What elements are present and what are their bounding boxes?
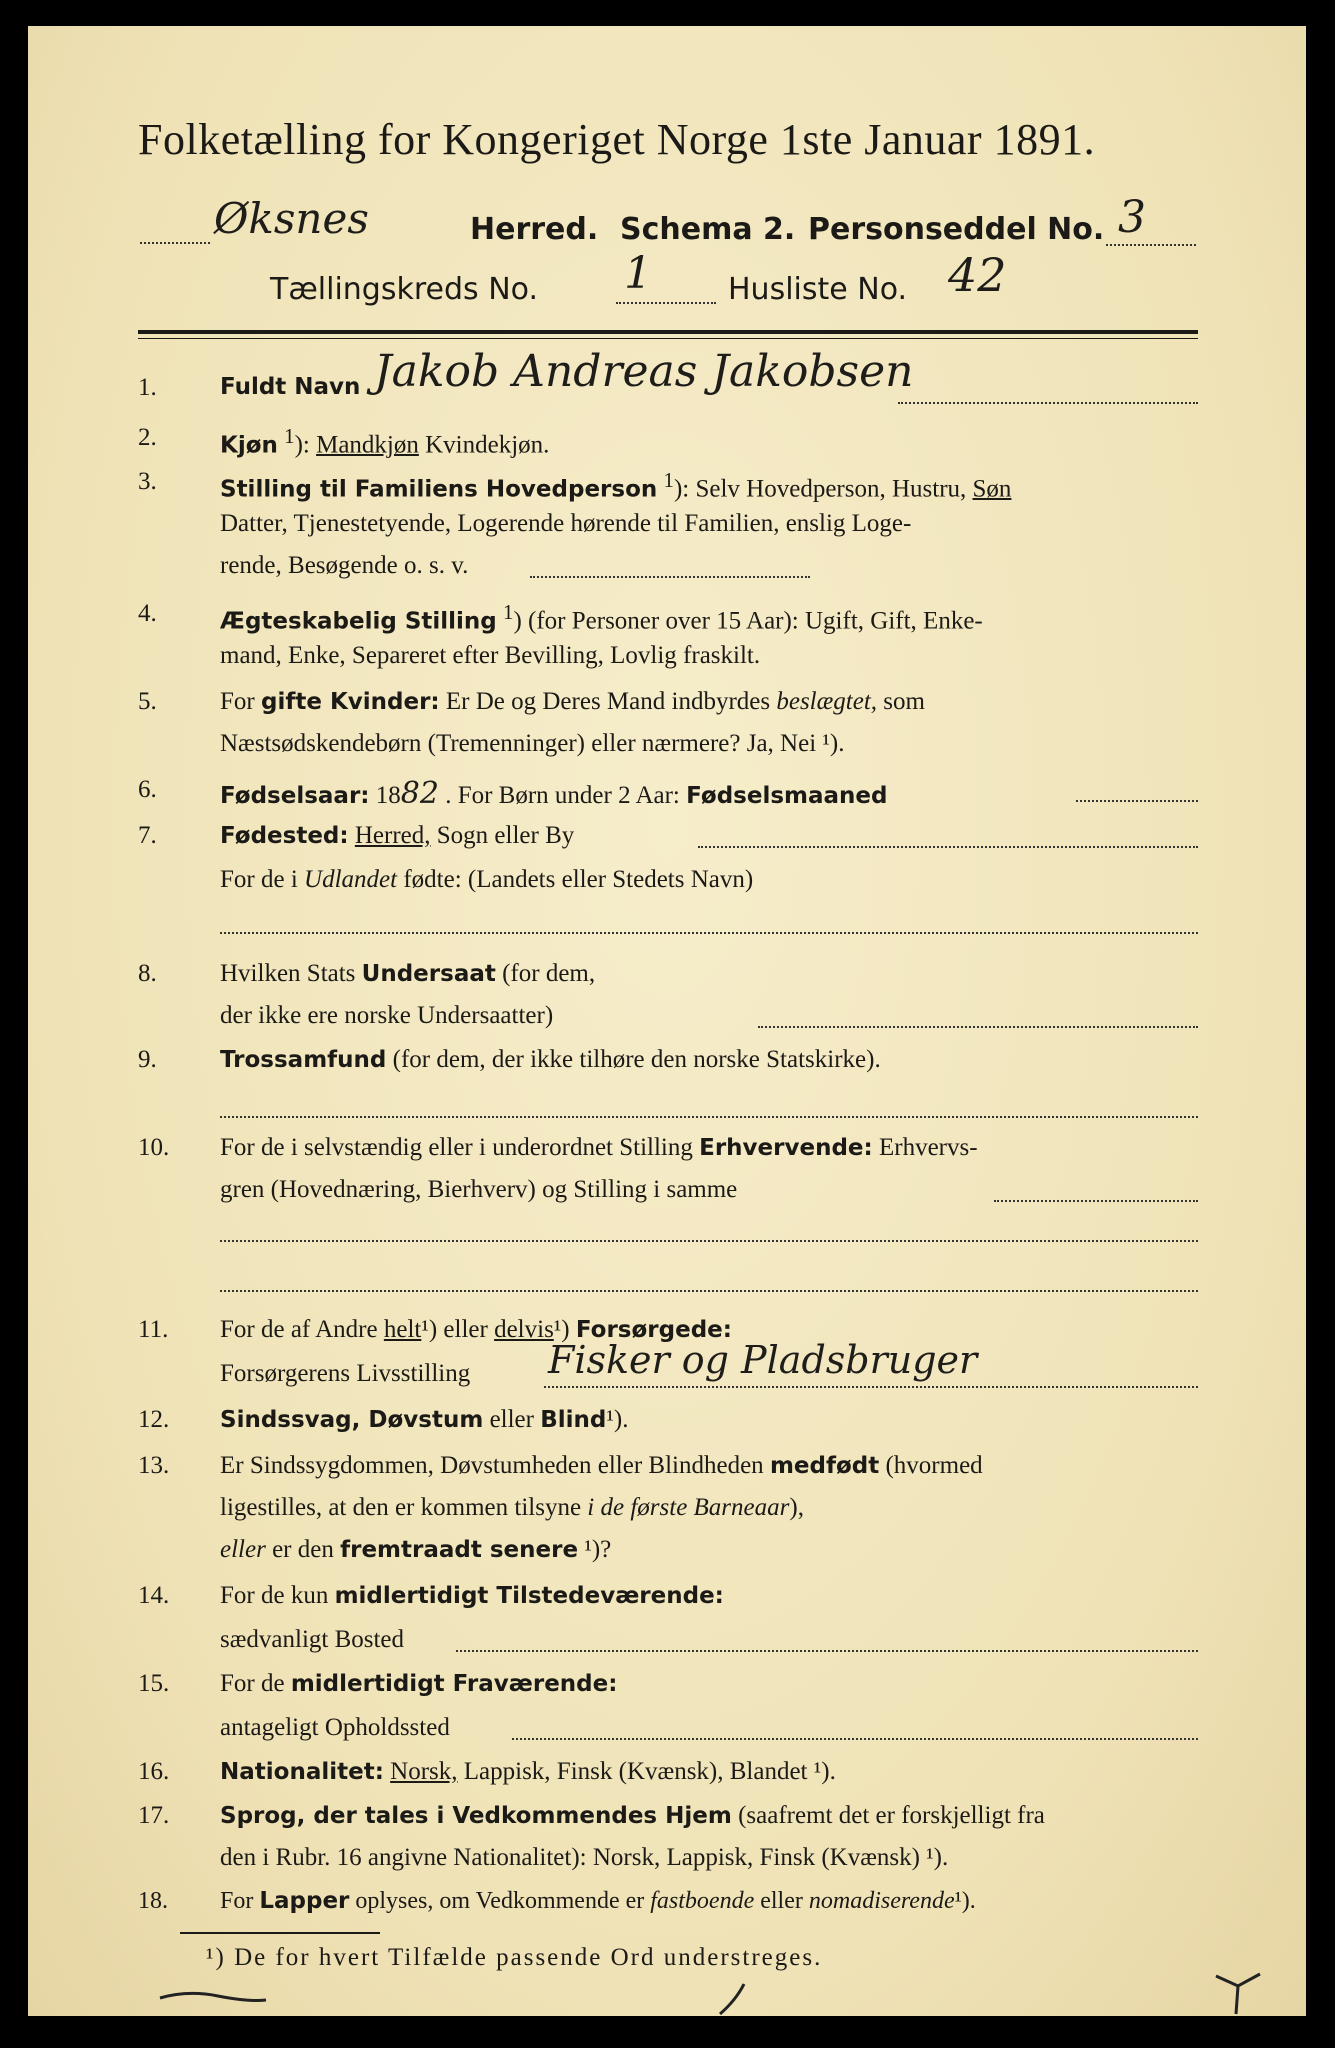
item-label: Kjøn bbox=[220, 432, 278, 459]
text: For bbox=[220, 688, 255, 715]
item-label: Sprog, der tales i Vedkommendes Hjem bbox=[220, 1803, 732, 1829]
dotted-line bbox=[898, 402, 1198, 404]
item-number: 6. bbox=[138, 776, 157, 803]
text: nomadiserende bbox=[808, 1888, 955, 1914]
dotted-line bbox=[220, 1290, 1198, 1292]
item-label: Stilling til Familiens Hovedperson bbox=[220, 476, 658, 503]
item-text bbox=[220, 1582, 724, 1610]
name-value: Jakob Andreas Jakobsen bbox=[374, 346, 914, 397]
text: (for dem, der ikke tilhøre den norske Statskirke). bbox=[392, 1046, 881, 1073]
item-text: Forsørgerens Livsstilling bbox=[220, 1360, 471, 1387]
item-label: Trossamfund bbox=[220, 1047, 387, 1073]
dotted-line bbox=[456, 1650, 1198, 1652]
item-label: Fødselsaar: bbox=[220, 783, 370, 809]
item-text bbox=[220, 1494, 804, 1522]
dotted-line bbox=[530, 576, 810, 578]
pen-mark bbox=[158, 1986, 268, 2006]
item-text bbox=[220, 1134, 978, 1162]
dotted-line bbox=[544, 1386, 1198, 1388]
item-label: Sindssvag, Døvstum bbox=[220, 1407, 484, 1433]
text: (hvormed bbox=[885, 1452, 983, 1479]
text: ligestilles, at den er kommen tilsyne bbox=[220, 1494, 582, 1521]
item-label: Fødselsmaaned bbox=[686, 783, 888, 809]
item-number: 17. bbox=[138, 1802, 170, 1829]
dotted-line bbox=[1106, 244, 1196, 246]
pen-mark bbox=[1214, 1972, 1264, 2016]
item-number: 14. bbox=[138, 1582, 170, 1609]
item-label: Fuldt Navn bbox=[220, 374, 361, 400]
text: oplyses, om Vedkommende er bbox=[355, 1888, 645, 1914]
item-number: 15. bbox=[138, 1670, 170, 1697]
dotted-line bbox=[1076, 800, 1198, 802]
text: ¹) eller bbox=[421, 1316, 488, 1343]
item-text bbox=[220, 688, 925, 716]
text: eller bbox=[760, 1888, 803, 1914]
item-label: Blind bbox=[540, 1407, 607, 1433]
text: eller bbox=[489, 1406, 534, 1433]
item-label: Undersaat bbox=[361, 961, 496, 987]
item-label: gifte Kvinder: bbox=[260, 689, 440, 715]
item-text bbox=[220, 822, 574, 850]
personseddel-value: 3 bbox=[1118, 192, 1146, 243]
item-number: 12. bbox=[138, 1406, 170, 1433]
item-number: 18. bbox=[138, 1888, 168, 1914]
item-text bbox=[220, 1536, 611, 1564]
text: ), bbox=[789, 1494, 804, 1521]
text: For de af Andre bbox=[220, 1316, 378, 1343]
text: ¹). bbox=[606, 1406, 629, 1433]
item-label: Fødested: bbox=[220, 823, 349, 849]
text: For de i bbox=[220, 866, 298, 893]
text: Er Sindssygdommen, Døvstumheden eller Blindheden bbox=[220, 1452, 764, 1479]
options-text: Selv Hovedperson, Hustru, bbox=[695, 475, 967, 503]
dotted-line bbox=[220, 1116, 1198, 1118]
item-text bbox=[220, 866, 753, 894]
option-helt: helt bbox=[383, 1316, 422, 1343]
item-text bbox=[220, 1888, 976, 1915]
dotted-line bbox=[758, 1026, 1198, 1028]
item-number: 8. bbox=[138, 960, 157, 987]
item-label: medfødt bbox=[769, 1453, 880, 1479]
text: er den bbox=[272, 1536, 334, 1563]
dotted-line bbox=[698, 846, 1198, 848]
dotted-line bbox=[220, 932, 1198, 934]
text: Sogn eller By bbox=[436, 822, 575, 849]
item-text bbox=[220, 1046, 881, 1074]
item-number: 10. bbox=[138, 1134, 170, 1161]
dotted-line bbox=[512, 1738, 1198, 1740]
item-number: 7. bbox=[138, 822, 157, 849]
option-norsk: Norsk, bbox=[390, 1758, 458, 1785]
option-delvis: delvis bbox=[494, 1316, 554, 1343]
item-text bbox=[220, 960, 595, 988]
option-kvindekjon: Kvindekjøn. bbox=[425, 431, 550, 459]
text: eller bbox=[220, 1536, 266, 1563]
item-text: gren (Hovednæring, Bierhverv) og Stilling i samme bbox=[220, 1176, 738, 1203]
text: (for dem, bbox=[502, 960, 596, 987]
item-text: Næstsødskendebørn (Tremenninger) eller nærmere? Ja, Nei ¹). bbox=[220, 730, 845, 757]
text: ¹). bbox=[954, 1888, 976, 1914]
footnote-rule bbox=[180, 1932, 380, 1934]
item-text: mand, Enke, Separeret efter Bevilling, Lovlig fraskilt. bbox=[220, 642, 761, 669]
item-text: den i Rubr. 16 angivne Nationalitet): Norsk, Lappisk, Finsk (Kvænsk) ¹). bbox=[220, 1844, 949, 1871]
dotted-line bbox=[994, 1200, 1198, 1202]
header-rule bbox=[138, 330, 1198, 334]
text: fødte: (Landets eller Stedets Navn) bbox=[403, 866, 754, 893]
footnote-ref: 1 bbox=[503, 600, 514, 624]
item-number: 3. bbox=[138, 468, 157, 495]
item-number: 2. bbox=[138, 424, 157, 451]
item-text: Fødselsaar: 1882 . For Børn under 2 Aar: Fødselsmaaned bbox=[220, 776, 888, 811]
item-label: Erhvervende: bbox=[699, 1135, 873, 1161]
item-number: 11. bbox=[138, 1316, 169, 1343]
item-text bbox=[220, 1802, 1045, 1830]
item-text-body: (for Personer over 15 Aar): Ugift, Gift, Enke- bbox=[528, 607, 983, 635]
item-text: Kjøn $^1$): Mandkjøn Kvindekjøn. bbox=[220, 424, 550, 459]
footnote-ref: 1 bbox=[663, 468, 674, 492]
item-number: 4. bbox=[138, 600, 157, 627]
item-text: Datter, Tjenestetyende, Logerende hørende til Familien, enslig Loge- bbox=[220, 510, 912, 537]
text: ¹) bbox=[553, 1316, 570, 1343]
item-text: der ikke ere norske Undersaatter) bbox=[220, 1002, 554, 1029]
item-label: midlertidigt Fraværende: bbox=[290, 1671, 618, 1697]
text: For Børn under 2 Aar: bbox=[457, 782, 680, 809]
kreds-value: 1 bbox=[624, 248, 652, 299]
kreds-label: Tællingskreds No. bbox=[270, 272, 538, 307]
text: (saafremt det er forskjelligt fra bbox=[738, 1802, 1045, 1829]
option-son: Søn bbox=[972, 475, 1012, 503]
item-text: Ægteskabelig Stilling $^1$) (for Personer over 15 Aar): Ugift, Gift, Enke- bbox=[220, 600, 983, 635]
husliste-label: Husliste No. bbox=[728, 272, 908, 307]
option-mandkjon: Mandkjøn bbox=[316, 431, 419, 459]
husliste-value: 42 bbox=[948, 248, 1007, 302]
dotted-line bbox=[140, 242, 210, 244]
schema-label: Schema 2. bbox=[620, 212, 796, 247]
text: Udlandet bbox=[304, 866, 398, 893]
item-label: fremtraadt senere bbox=[340, 1537, 579, 1563]
item-label: Forsørgede: bbox=[575, 1317, 732, 1343]
item-number: 16. bbox=[138, 1758, 170, 1785]
header-rule-thin bbox=[138, 338, 1198, 339]
item-text bbox=[220, 1670, 617, 1698]
dotted-line bbox=[220, 1240, 1198, 1242]
pen-mark bbox=[714, 1980, 754, 2020]
text: i de første Barneaar bbox=[587, 1494, 790, 1521]
text: ¹)? bbox=[584, 1536, 612, 1563]
text: Er De og Deres Mand indbyrdes bbox=[445, 688, 771, 715]
text: beslægtet, bbox=[776, 688, 878, 715]
text: Lappisk, Finsk (Kvænsk), Blandet ¹). bbox=[463, 1758, 836, 1785]
text: For de bbox=[220, 1670, 285, 1697]
item-text: sædvanligt Bosted bbox=[220, 1626, 405, 1653]
text: For de i selvstændig eller i underordnet Stilling bbox=[220, 1134, 693, 1161]
option-herred: Herred, bbox=[354, 822, 431, 849]
text: Erhvervs- bbox=[878, 1134, 978, 1161]
text: Hvilken Stats bbox=[220, 960, 356, 987]
herred-label: Herred. bbox=[470, 212, 599, 247]
item-text: antageligt Opholdssted bbox=[220, 1714, 450, 1741]
item-text bbox=[220, 1758, 836, 1786]
item-text: rende, Besøgende o. s. v. bbox=[220, 552, 469, 579]
footnote: ¹) De for hvert Tilfælde passende Ord understreges. bbox=[206, 1944, 823, 1971]
dotted-line bbox=[616, 302, 716, 304]
item-label: Lapper bbox=[259, 1888, 350, 1914]
census-form bbox=[28, 26, 1306, 2016]
birth-year-value: 82 bbox=[400, 776, 439, 811]
item-number: 9. bbox=[138, 1046, 157, 1073]
item-text bbox=[220, 1406, 628, 1434]
year-prefix: 18 bbox=[375, 782, 401, 809]
item-text bbox=[220, 1452, 983, 1480]
item-label: midlertidigt Tilstedeværende: bbox=[334, 1583, 724, 1609]
form-title: Folketælling for Kongeriget Norge 1ste Januar 1891. bbox=[138, 115, 1096, 164]
item-number: 5. bbox=[138, 688, 157, 715]
text: For bbox=[220, 1888, 254, 1914]
personseddel-label: Personseddel No. bbox=[808, 212, 1105, 247]
footnote-ref: 1 bbox=[284, 424, 295, 448]
item-number: 1. bbox=[138, 374, 157, 401]
provider-occupation-value: Fisker og Pladsbruger bbox=[548, 1338, 978, 1382]
item-number: 13. bbox=[138, 1452, 170, 1479]
text: For de kun bbox=[220, 1582, 329, 1609]
text: som bbox=[883, 688, 925, 715]
item-text: Stilling til Familiens Hovedperson $^1$): Selv Hovedperson, Hustru, Søn bbox=[220, 468, 1012, 503]
herred-value: Øksnes bbox=[214, 194, 369, 243]
text: fastboende bbox=[650, 1888, 755, 1914]
item-label: Nationalitet: bbox=[220, 1759, 384, 1785]
item-label: Ægteskabelig Stilling bbox=[220, 608, 497, 635]
